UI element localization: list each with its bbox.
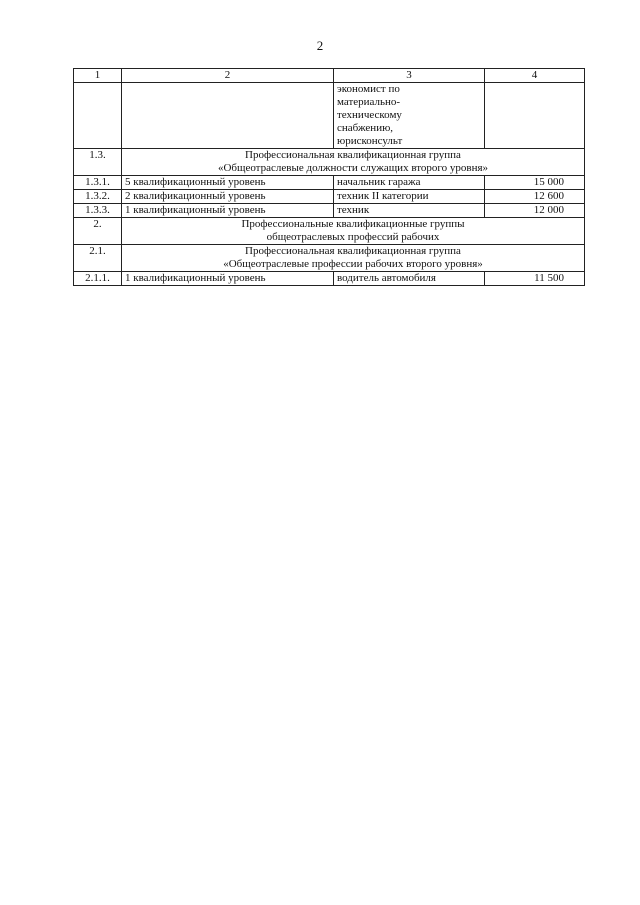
table-row [74, 190, 585, 204]
table-row-group [74, 218, 585, 245]
table-row-group [74, 149, 585, 176]
continuation-row [74, 83, 585, 149]
continuation-num [74, 83, 122, 149]
page-number: 2 [316, 38, 324, 53]
position-name: начальник гаража [334, 176, 485, 190]
continuation-level [122, 83, 334, 149]
salary-value: 15 000 [485, 176, 585, 190]
position-name: техник [334, 204, 485, 218]
group-title: Профессиональная квалификационная группа «Общеотраслевые профессии рабочих второго уровня» [122, 245, 585, 272]
row-number: 1.3.1. [74, 176, 122, 190]
row-number: 1.3.2. [74, 190, 122, 204]
header-col-1: 1 [74, 69, 122, 83]
table-row [74, 272, 585, 286]
qualification-level: 2 квалификационный уровень [122, 190, 334, 204]
position-name: водитель автомобиля [334, 272, 485, 286]
header-col-3: 3 [334, 69, 485, 83]
salary-table [73, 68, 585, 286]
continuation-position: экономист по материально- техническому снабжению, юрисконсульт [334, 83, 485, 149]
row-number: 2.1. [74, 245, 122, 272]
row-number: 1.3.3. [74, 204, 122, 218]
group-title: Профессиональная квалификационная группа «Общеотраслевые должности служащих второго уровня» [122, 149, 585, 176]
table-row [74, 176, 585, 190]
salary-value: 12 000 [485, 204, 585, 218]
salary-value: 12 600 [485, 190, 585, 204]
table-row-group [74, 245, 585, 272]
table-row [74, 204, 585, 218]
qualification-level: 1 квалификационный уровень [122, 204, 334, 218]
table-header-row [74, 69, 585, 83]
continuation-salary [485, 83, 585, 149]
group-title: Профессиональные квалификационные группы общеотраслевых профессий рабочих [122, 218, 585, 245]
salary-value: 11 500 [485, 272, 585, 286]
row-number: 1.3. [74, 149, 122, 176]
row-number: 2. [74, 218, 122, 245]
qualification-level: 1 квалификационный уровень [122, 272, 334, 286]
position-name: техник II категории [334, 190, 485, 204]
row-number: 2.1.1. [74, 272, 122, 286]
header-col-4: 4 [485, 69, 585, 83]
header-col-2: 2 [122, 69, 334, 83]
qualification-level: 5 квалификационный уровень [122, 176, 334, 190]
